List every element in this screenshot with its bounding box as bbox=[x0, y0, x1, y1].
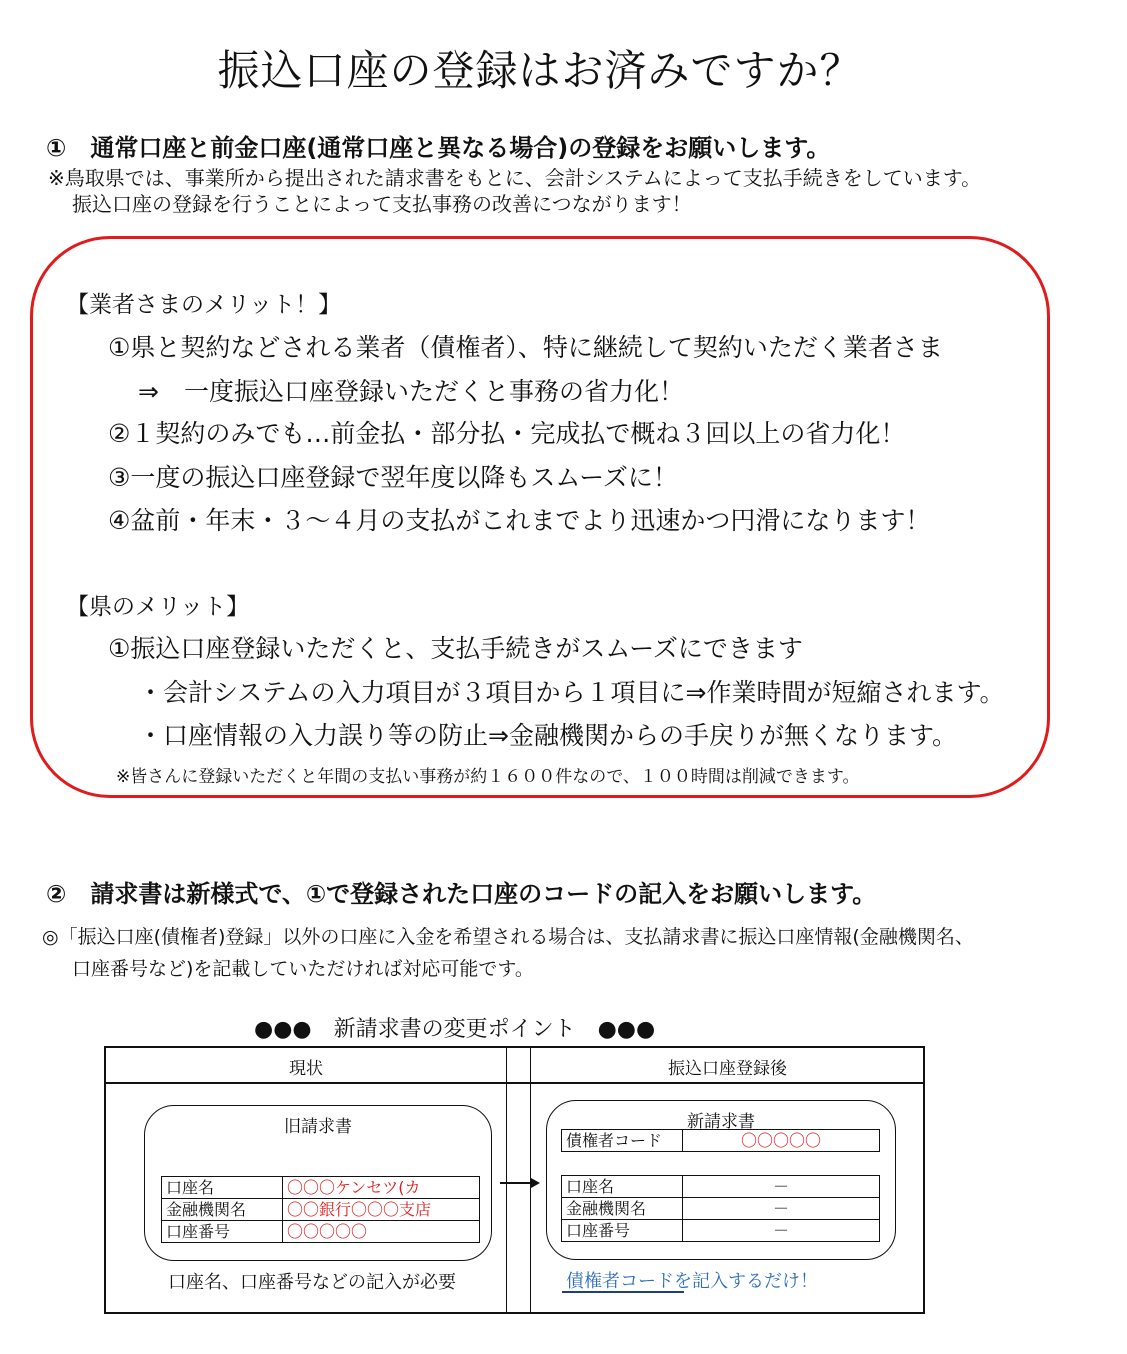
new-account-number-value: － bbox=[683, 1220, 880, 1242]
business-merit-item: ③一度の振込口座登録で翌年度以降もスムーズに！ bbox=[108, 463, 678, 492]
new-invoice-title: 新請求書 bbox=[687, 1112, 755, 1132]
section1-line2: 振込口座の登録を行うことによって支払事務の改善につながります！ bbox=[72, 192, 692, 216]
old-invoice bbox=[144, 1105, 492, 1261]
section1-line1: ※鳥取県では、事業所から提出された請求書をもとに、会計システムによって支払手続きをしています。 bbox=[48, 166, 982, 190]
section2-line1: ◎「振込口座(債権者)登録」以外の口座に入金を希望される場合は、支払請求書に振込口座情報(金融機関名、 bbox=[42, 926, 974, 948]
section1-heading: ① 通常口座と前金口座(通常口座と異なる場合)の登録をお願いします。 bbox=[46, 134, 831, 162]
pref-merit-heading: 【県のメリット】 bbox=[66, 594, 250, 620]
old-account-number-label: 口座番号 bbox=[162, 1221, 283, 1243]
section2-heading: ② 請求書は新様式で、①で登録された口座のコードの記入をお願いします。 bbox=[46, 880, 877, 908]
creditor-code-value: 〇〇〇〇〇 bbox=[683, 1130, 880, 1152]
table-row bbox=[162, 1221, 480, 1243]
pref-merit-item: ①振込口座登録いただくと、支払手続きがスムーズにできます bbox=[108, 634, 803, 663]
old-account-name-label: 口座名 bbox=[162, 1177, 283, 1199]
table-row bbox=[562, 1130, 880, 1152]
old-invoice-title: 旧請求書 bbox=[284, 1117, 352, 1137]
old-invoice-caption: 口座名、口座番号などの記入が必要 bbox=[168, 1272, 456, 1293]
comparison-table bbox=[104, 1046, 925, 1314]
new-invoice-caption: 債権者コードを記入するだけ！ bbox=[566, 1271, 818, 1292]
old-bank-name-value: 〇〇銀行〇〇〇支店 bbox=[283, 1199, 480, 1221]
business-merit-item: ②１契約のみでも…前金払・部分払・完成払で概ね３回以上の省力化！ bbox=[108, 419, 906, 448]
new-bank-name-label: 金融機関名 bbox=[562, 1198, 683, 1220]
section2-line2: 口座番号など)を記載していただければ対応可能です。 bbox=[72, 958, 534, 980]
business-merit-item: ①県と契約などされる業者（債権者）、特に継続して契約いただく業者さま bbox=[108, 333, 943, 362]
new-account-name-label: 口座名 bbox=[562, 1176, 683, 1198]
right-arrow-icon bbox=[498, 1176, 542, 1190]
table-row bbox=[162, 1177, 480, 1199]
table-row bbox=[562, 1220, 880, 1242]
business-merit-item: ⇒ 一度振込口座登録いただくと事務の省力化！ bbox=[138, 377, 684, 406]
table-row bbox=[562, 1198, 880, 1220]
old-invoice-table bbox=[161, 1176, 480, 1243]
creditor-code-table bbox=[561, 1129, 880, 1152]
old-account-number-value: 〇〇〇〇〇 bbox=[283, 1221, 480, 1243]
creditor-code-label: 債権者コード bbox=[562, 1130, 683, 1152]
old-account-name-value: 〇〇〇ケンセツ(カ bbox=[283, 1177, 480, 1199]
merit-note: ※皆さんに登録いただくと年間の支払い事務が約１６００件なので、１００時間は削減できます。 bbox=[116, 767, 860, 787]
new-account-name-value: － bbox=[683, 1176, 880, 1198]
new-account-number-label: 口座番号 bbox=[562, 1220, 683, 1242]
table-row bbox=[162, 1199, 480, 1221]
caption-underline bbox=[562, 1291, 684, 1293]
table-header-divider bbox=[106, 1082, 923, 1084]
business-merit-heading: 【業者さまのメリット！】 bbox=[66, 292, 342, 318]
column-after-registration: 振込口座登録後 bbox=[668, 1059, 787, 1079]
new-bank-name-value: － bbox=[683, 1198, 880, 1220]
page-title: 振込口座の登録はお済みですか？ bbox=[217, 46, 863, 95]
table-row bbox=[562, 1176, 880, 1198]
column-current: 現状 bbox=[289, 1059, 323, 1079]
business-merit-item: ④盆前・年末・３～４月の支払がこれまでより迅速かつ円滑になります！ bbox=[108, 506, 931, 535]
new-invoice-table bbox=[561, 1175, 880, 1242]
new-invoice bbox=[546, 1100, 896, 1260]
old-bank-name-label: 金融機関名 bbox=[162, 1199, 283, 1221]
comparison-title: ●●● 新請求書の変更ポイント ●●● bbox=[254, 1017, 656, 1042]
pref-merit-item: ・口座情報の入力誤り等の防止⇒金融機関からの手戻りが無くなります。 bbox=[138, 721, 957, 750]
pref-merit-item: ・会計システムの入力項目が３項目から１項目に⇒作業時間が短縮されます。 bbox=[138, 678, 1005, 707]
